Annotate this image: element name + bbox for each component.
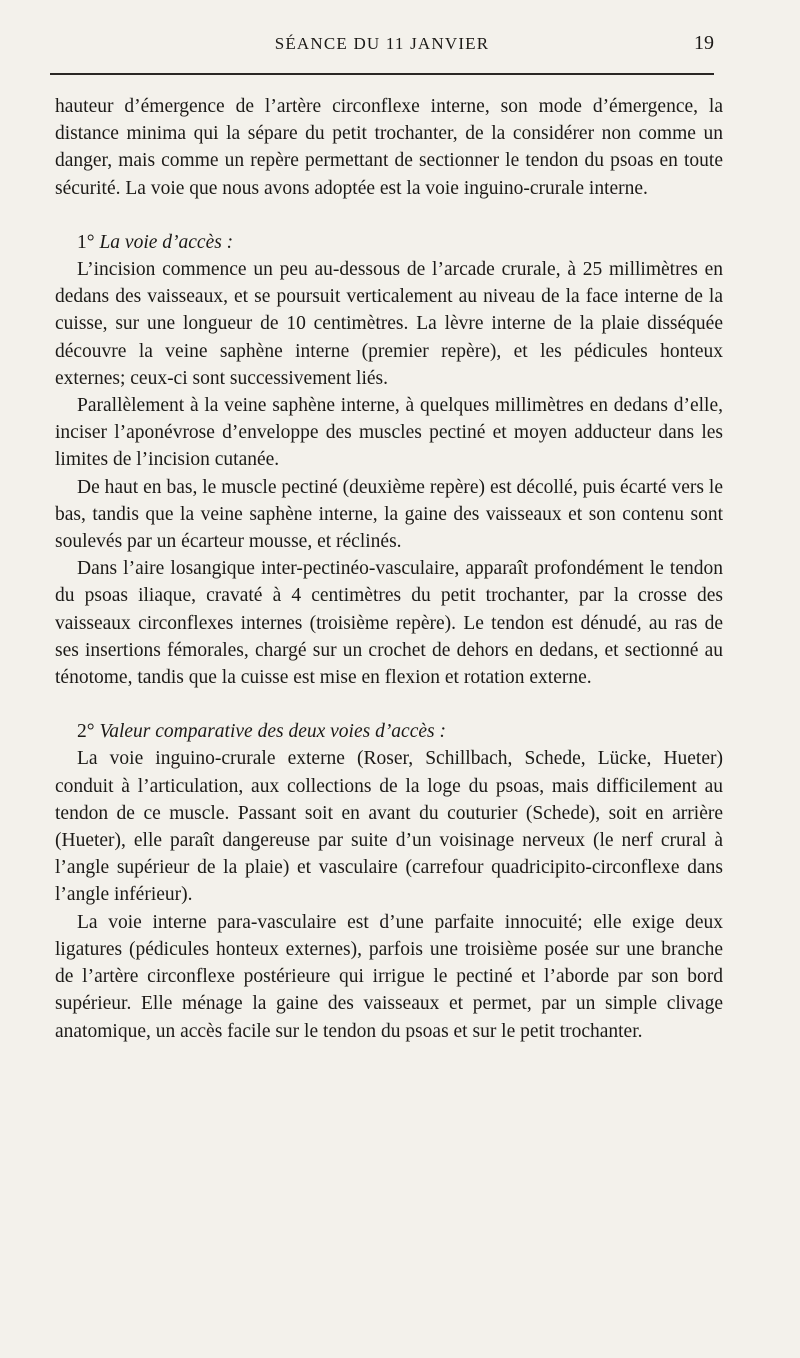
paragraph-voie-externe: La voie inguino-crurale externe (Roser, Schillbach, Schede, Lücke, Hueter) conduit à l’articulation, aux collections de la loge du psoas, mais difficilement au tendon de ce muscle. Passant soit en avant du couturier (Schede), soit en arrière (Hueter), elle paraît dangereuse par suite d’un voisinage nerveux (le nerf crural à l’angle supérieur de la plaie) et vasculaire (carrefour quadricipito-circonflexe dans l’angle inférieur).: [55, 748, 723, 906]
section-title-2: Valeur comparative des deux voies d’accès :: [99, 721, 446, 743]
section-heading-1: [55, 229, 723, 256]
paragraph-incision: L’incision commence un peu au-dessous de l’arcade crurale, à 25 millimètres en dedans des vaisseaux, et se poursuit verticalement au niveau de la face interne de la cuisse, sur une longueur de 10 centimètres. La lèvre interne de la plaie disséquée découvre la veine saphène interne (premier repère), et les pédicules honteux externes; ceux-ci sont successivement liés.: [55, 259, 723, 389]
section-number-2: 2°: [77, 721, 95, 743]
paragraph-continuation: hauteur d’émergence de l’artère circonflexe interne, son mode d’émergence, la distance minima qui la sépare du petit trochanter, de la considérer non comme un danger, mais comme un repère permettant de sectionner le tendon du psoas en toute sécurité. La voie que nous avons adoptée est la voie inguino-crurale interne.: [55, 96, 723, 199]
body-text: [55, 93, 723, 1045]
section-number-1: 1°: [77, 231, 95, 253]
paragraph-pectine: De haut en bas, le muscle pectiné (deuxième repère) est décollé, puis écarté vers le bas, tandis que la veine saphène interne, la gaine des vaisseaux et son contenu sont soulevés par un écarteur mousse, et réclinés.: [55, 476, 723, 553]
section-title-1: La voie d’accès :: [99, 231, 234, 253]
paragraph-tendon: Dans l’aire losangique inter-pectinéo-vasculaire, apparaît profondément le tendon du psoas iliaque, cravaté à 4 centimètres du petit trochanter, par la crosse des vaisseaux circonflexes internes (troisième repère). Le tendon est dénudé, au ras de ses insertions fémorales, chargé sur un crochet de dehors en dedans, et sectionné au ténotome, tandis que la cuisse est mise en flexion et rotation externe.: [55, 558, 723, 689]
page-number: 19: [694, 32, 714, 54]
header-rule: [50, 73, 714, 75]
section-heading-2: [55, 718, 723, 745]
running-title: SÉANCE DU 11 JANVIER: [274, 34, 490, 53]
paragraph-voie-interne: La voie interne para-vasculaire est d’une parfaite innocuité; elle exige deux ligatures (pédicules honteux externes), parfois une troisième posée sur une branche de l’artère circonflexe postérieure qui irrigue le pectiné et l’aborde par son bord supérieur. Elle ménage la gaine des vaisseaux et permet, par un simple clivage anatomique, un accès facile sur le tendon du psoas et sur le petit trochanter.: [55, 911, 723, 1042]
paragraph-aponevrose: Parallèlement à la veine saphène interne, à quelques millimètres en dedans d’elle, inciser l’aponévrose d’enveloppe des muscles pectiné et moyen adducteur dans les limites de l’incision cutanée.: [55, 395, 723, 471]
running-head: [50, 34, 714, 58]
